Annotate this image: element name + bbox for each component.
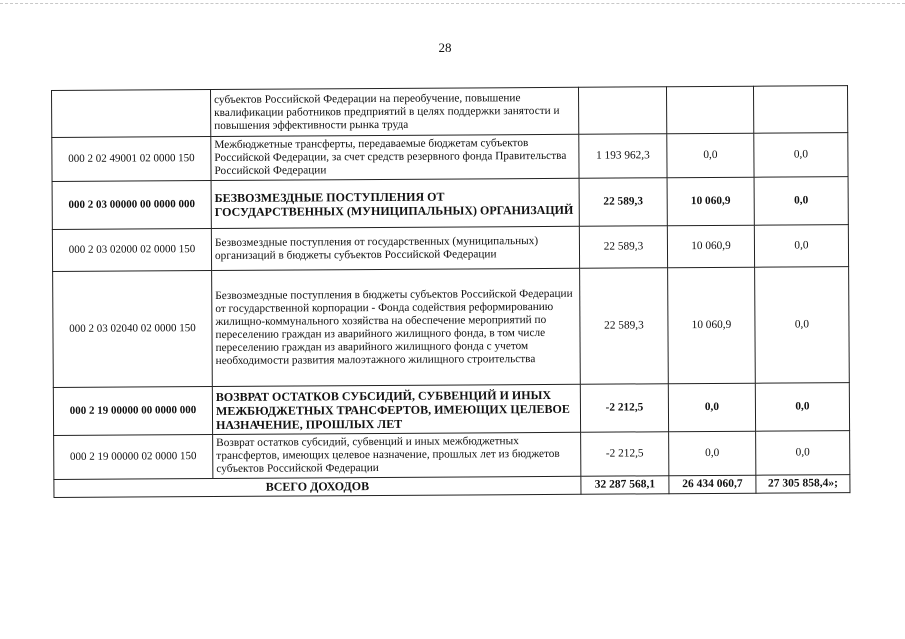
scan-top-border [0, 3, 905, 4]
row-name: Безвозмездные поступления от государственных (муниципальных) организаций в бюджеты субъектов Российской Федерации [211, 226, 579, 270]
row-value-3: 0,0 [754, 225, 848, 268]
row-name: БЕЗВОЗМЕЗДНЫЕ ПОСТУПЛЕНИЯ ОТ ГОСУДАРСТВЕННЫХ (МУНИЦИПАЛЬНЫХ) ОРГАНИЗАЦИЙ [211, 178, 579, 228]
row-value-2: 0,0 [667, 133, 754, 178]
total-row [54, 475, 850, 498]
row-value-3: 0,0 [755, 267, 850, 384]
total-value-1: 32 287 568,1 [581, 476, 669, 495]
row-value-3 [753, 86, 847, 134]
table-row [52, 133, 848, 182]
table-row-section [52, 177, 848, 230]
row-value-1: 22 589,3 [579, 226, 667, 269]
table-row-section [53, 383, 849, 436]
row-code: 000 2 03 00000 00 0000 000 [52, 181, 211, 230]
row-name: субъектов Российской Федерации на переобучение, повышение квалификации работников предприятий в целях поддержки занятости и повышения эффективности рынка труда [211, 87, 579, 136]
row-value-2: 10 060,9 [667, 177, 754, 226]
row-code: 000 2 03 02040 02 0000 150 [53, 271, 213, 388]
row-code: 000 2 03 02000 02 0000 150 [52, 229, 211, 272]
table-row [53, 267, 850, 388]
row-code [52, 90, 211, 138]
row-name: Межбюджетные трансферты, передаваемые бюджетам субъектов Российской Федерации, за счет средств резервного фонда Правительства Российской Федерации [211, 134, 579, 180]
row-value-3: 0,0 [754, 133, 848, 178]
row-value-3: 0,0 [755, 383, 849, 432]
total-value-3: 27 305 858,4»; [756, 475, 850, 494]
revenue-table [51, 85, 850, 498]
row-value-1: 1 193 962,3 [579, 134, 667, 179]
table-row [54, 431, 850, 480]
row-value-2: 0,0 [669, 431, 756, 476]
row-value-3: 0,0 [756, 431, 850, 476]
total-label: ВСЕГО ДОХОДОВ [54, 476, 581, 497]
table-row [52, 86, 848, 138]
row-value-1 [578, 87, 666, 135]
total-value-2: 26 434 060,7 [669, 475, 756, 494]
row-value-2: 10 060,9 [668, 267, 756, 384]
row-name: Возврат остатков субсидий, субвенций и иных межбюджетных трансфертов, имеющих целевое назначение, прошлых лет из бюджетов субъектов Российской Федерации [213, 432, 581, 478]
row-value-1: -2 212,5 [581, 432, 669, 477]
row-name: Безвозмездные поступления в бюджеты субъектов Российской Федерации от государственной корпорации - Фонда содействия реформированию жилищно-коммунального хозяйства на обеспечение мероприятий по переселению граждан из аварийного жилищного фонда, в том числе переселению граждан из аварийного жилищного фонда с учетом необходимости развития малоэтажного жилищного строительства [212, 268, 581, 386]
row-value-1: 22 589,3 [580, 268, 669, 385]
row-code: 000 2 19 00000 02 0000 150 [54, 435, 213, 480]
row-code: 000 2 02 49001 02 0000 150 [52, 137, 211, 182]
row-value-2: 0,0 [668, 383, 755, 432]
row-value-2: 10 060,9 [667, 225, 754, 268]
row-value-1: 22 589,3 [579, 178, 667, 227]
row-value-1: -2 212,5 [580, 384, 668, 433]
row-value-3: 0,0 [754, 177, 848, 226]
table-row [52, 225, 848, 272]
page-number: 28 [438, 40, 452, 55]
row-name: ВОЗВРАТ ОСТАТКОВ СУБСИДИЙ, СУБВЕНЦИЙ И ИНЫХ МЕЖБЮДЖЕТНЫХ ТРАНСФЕРТОВ, ИМЕЮЩИХ ЦЕЛЕВОЕ НАЗНАЧЕНИЕ, ПРОШЛЫХ ЛЕТ [212, 384, 580, 434]
row-code: 000 2 19 00000 00 0000 000 [53, 387, 212, 436]
row-value-2 [666, 86, 753, 134]
